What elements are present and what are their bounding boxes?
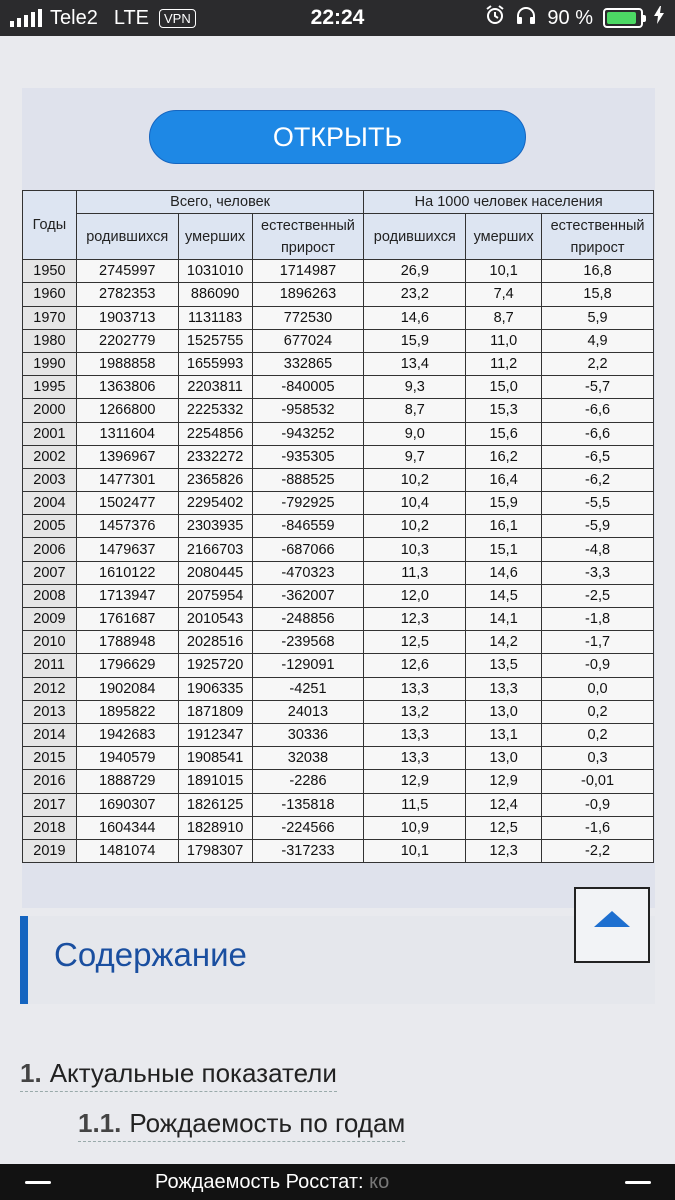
table-cell: 16,8 bbox=[542, 260, 654, 283]
table-row bbox=[23, 677, 654, 700]
table-cell: 10,3 bbox=[364, 538, 466, 561]
toc-item-label: Рождаемость по годам bbox=[129, 1108, 406, 1138]
table-row bbox=[23, 584, 654, 607]
table-cell: 1610122 bbox=[76, 561, 178, 584]
table-cell: 1798307 bbox=[178, 839, 252, 862]
table-cell: -135818 bbox=[252, 793, 364, 816]
table-cell: 2295402 bbox=[178, 492, 252, 515]
table-row bbox=[23, 399, 654, 422]
table-cell: 1502477 bbox=[76, 492, 178, 515]
table-cell: 2,2 bbox=[542, 352, 654, 375]
table-cell: -5,7 bbox=[542, 376, 654, 399]
table-cell: 1940579 bbox=[76, 747, 178, 770]
headphones-icon bbox=[515, 5, 537, 31]
table-cell: 886090 bbox=[178, 283, 252, 306]
year-cell: 2019 bbox=[23, 839, 77, 862]
table-cell: 772530 bbox=[252, 306, 364, 329]
table-row bbox=[23, 376, 654, 399]
table-cell: -5,9 bbox=[542, 515, 654, 538]
table-cell: 14,6 bbox=[466, 561, 542, 584]
table-cell: 2365826 bbox=[178, 468, 252, 491]
table-cell: 15,9 bbox=[466, 492, 542, 515]
signal-strength-icon bbox=[10, 9, 42, 27]
table-cell: 15,9 bbox=[364, 329, 466, 352]
table-cell: 12,9 bbox=[466, 770, 542, 793]
table-cell: 12,4 bbox=[466, 793, 542, 816]
table-cell: 0,2 bbox=[542, 700, 654, 723]
year-cell: 1950 bbox=[23, 260, 77, 283]
table-cell: 1895822 bbox=[76, 700, 178, 723]
year-cell: 2004 bbox=[23, 492, 77, 515]
table-cell: -129091 bbox=[252, 654, 364, 677]
table-cell: 8,7 bbox=[466, 306, 542, 329]
table-cell: 4,9 bbox=[542, 329, 654, 352]
open-button[interactable]: ОТКРЫТЬ bbox=[149, 110, 526, 164]
table-cell: -6,6 bbox=[542, 399, 654, 422]
table-row bbox=[23, 561, 654, 584]
table-cell: 677024 bbox=[252, 329, 364, 352]
table-cell: 12,9 bbox=[364, 770, 466, 793]
table-cell: 13,5 bbox=[466, 654, 542, 677]
table-cell: 9,0 bbox=[364, 422, 466, 445]
table-cell: 1457376 bbox=[76, 515, 178, 538]
table-cell: 14,5 bbox=[466, 584, 542, 607]
table-cell: -2,2 bbox=[542, 839, 654, 862]
network-type: LTE bbox=[113, 6, 150, 29]
table-cell: 1888729 bbox=[76, 770, 178, 793]
table-cell: 32038 bbox=[252, 747, 364, 770]
table-cell: 13,4 bbox=[364, 352, 466, 375]
table-cell: -2286 bbox=[252, 770, 364, 793]
table-cell: 13,0 bbox=[466, 747, 542, 770]
table-row bbox=[23, 608, 654, 631]
table-cell: 15,3 bbox=[466, 399, 542, 422]
table-cell: 0,3 bbox=[542, 747, 654, 770]
year-cell: 2002 bbox=[23, 445, 77, 468]
toc-item-number: 1. bbox=[20, 1058, 42, 1088]
bottom-bar bbox=[0, 1164, 675, 1200]
table-cell: 14,6 bbox=[364, 306, 466, 329]
table-cell: 1871809 bbox=[178, 700, 252, 723]
table-cell: 13,3 bbox=[466, 677, 542, 700]
table-cell: 15,8 bbox=[542, 283, 654, 306]
table-cell: -792925 bbox=[252, 492, 364, 515]
table-cell: 15,6 bbox=[466, 422, 542, 445]
table-cell: 10,2 bbox=[364, 468, 466, 491]
table-cell: -1,7 bbox=[542, 631, 654, 654]
table-cell: 9,3 bbox=[364, 376, 466, 399]
status-bar bbox=[0, 0, 675, 36]
table-cell: 13,3 bbox=[364, 677, 466, 700]
table-cell: -0,01 bbox=[542, 770, 654, 793]
table-cell: -4,8 bbox=[542, 538, 654, 561]
table-cell: 1713947 bbox=[76, 584, 178, 607]
table-cell: 332865 bbox=[252, 352, 364, 375]
table-cell: 0,0 bbox=[542, 677, 654, 700]
year-cell: 2017 bbox=[23, 793, 77, 816]
header-growth: естественный прирост bbox=[252, 214, 364, 260]
table-cell: 5,9 bbox=[542, 306, 654, 329]
table-cell: 1031010 bbox=[178, 260, 252, 283]
table-cell: 1481074 bbox=[76, 839, 178, 862]
page-title-bar[interactable] bbox=[155, 1171, 389, 1194]
table-cell: -687066 bbox=[252, 538, 364, 561]
page-title-faded: ко bbox=[369, 1171, 390, 1193]
table-row bbox=[23, 839, 654, 862]
table-row bbox=[23, 422, 654, 445]
table-cell: 1828910 bbox=[178, 816, 252, 839]
table-row bbox=[23, 538, 654, 561]
table-cell: 9,7 bbox=[364, 445, 466, 468]
alarm-icon bbox=[485, 5, 505, 31]
charging-icon bbox=[653, 5, 665, 31]
table-cell: 8,7 bbox=[364, 399, 466, 422]
toc-accent-bar bbox=[20, 916, 28, 1004]
table-cell: 10,9 bbox=[364, 816, 466, 839]
header-group-per1000: На 1000 человек населения bbox=[364, 191, 654, 214]
header-years: Годы bbox=[23, 191, 77, 260]
table-cell: -362007 bbox=[252, 584, 364, 607]
table-cell: 24013 bbox=[252, 700, 364, 723]
table-cell: 30336 bbox=[252, 723, 364, 746]
table-cell: 16,1 bbox=[466, 515, 542, 538]
table-row bbox=[23, 445, 654, 468]
table-cell: 1131183 bbox=[178, 306, 252, 329]
battery-icon bbox=[603, 8, 643, 28]
table-cell: 1891015 bbox=[178, 770, 252, 793]
year-cell: 2008 bbox=[23, 584, 77, 607]
year-cell: 2018 bbox=[23, 816, 77, 839]
table-row bbox=[23, 352, 654, 375]
table-cell: 1761687 bbox=[76, 608, 178, 631]
header-dead-per1000: умерших bbox=[466, 214, 542, 260]
year-cell: 2013 bbox=[23, 700, 77, 723]
table-cell: 26,9 bbox=[364, 260, 466, 283]
table-row bbox=[23, 654, 654, 677]
table-cell: -958532 bbox=[252, 399, 364, 422]
page-title-text: Рождаемость Росстат: bbox=[155, 1171, 370, 1193]
year-cell: 2005 bbox=[23, 515, 77, 538]
table-row bbox=[23, 468, 654, 491]
table-cell: 14,2 bbox=[466, 631, 542, 654]
table-cell: -224566 bbox=[252, 816, 364, 839]
table-cell: 13,0 bbox=[466, 700, 542, 723]
table-cell: -935305 bbox=[252, 445, 364, 468]
table-cell: 2745997 bbox=[76, 260, 178, 283]
year-cell: 2014 bbox=[23, 723, 77, 746]
table-cell: -888525 bbox=[252, 468, 364, 491]
table-cell: 10,4 bbox=[364, 492, 466, 515]
table-cell: -239568 bbox=[252, 631, 364, 654]
table-cell: 1396967 bbox=[76, 445, 178, 468]
year-cell: 2003 bbox=[23, 468, 77, 491]
table-cell: 1826125 bbox=[178, 793, 252, 816]
header-born-per1000: родившихся bbox=[364, 214, 466, 260]
table-row bbox=[23, 723, 654, 746]
table-cell: 11,2 bbox=[466, 352, 542, 375]
table-cell: 16,2 bbox=[466, 445, 542, 468]
table-row bbox=[23, 631, 654, 654]
table-cell: 2225332 bbox=[178, 399, 252, 422]
table-row bbox=[23, 747, 654, 770]
header-growth-per1000: естественный прирост bbox=[542, 214, 654, 260]
table-cell: 2303935 bbox=[178, 515, 252, 538]
table-cell: 16,4 bbox=[466, 468, 542, 491]
back-handle-icon[interactable] bbox=[25, 1181, 51, 1184]
table-cell: -0,9 bbox=[542, 654, 654, 677]
battery-level bbox=[607, 12, 636, 24]
table-cell: -840005 bbox=[252, 376, 364, 399]
table-cell: -3,3 bbox=[542, 561, 654, 584]
table-cell: 11,3 bbox=[364, 561, 466, 584]
vpn-badge: VPN bbox=[159, 9, 196, 28]
web-page bbox=[0, 36, 675, 1164]
table-cell: 23,2 bbox=[364, 283, 466, 306]
table-row bbox=[23, 306, 654, 329]
scroll-to-top-button[interactable] bbox=[574, 887, 650, 963]
table-cell: 1942683 bbox=[76, 723, 178, 746]
year-cell: 1990 bbox=[23, 352, 77, 375]
year-cell: 1960 bbox=[23, 283, 77, 306]
table-cell: 11,5 bbox=[364, 793, 466, 816]
table-row bbox=[23, 283, 654, 306]
table-cell: 2254856 bbox=[178, 422, 252, 445]
table-cell: 2028516 bbox=[178, 631, 252, 654]
toc-title: Содержание bbox=[54, 936, 247, 973]
table-cell: 14,1 bbox=[466, 608, 542, 631]
table-cell: 1896263 bbox=[252, 283, 364, 306]
header-born: родившихся bbox=[76, 214, 178, 260]
table-cell: 7,4 bbox=[466, 283, 542, 306]
table-cell: -2,5 bbox=[542, 584, 654, 607]
table-cell: -6,2 bbox=[542, 468, 654, 491]
table-row bbox=[23, 260, 654, 283]
year-cell: 2016 bbox=[23, 770, 77, 793]
table-cell: 2203811 bbox=[178, 376, 252, 399]
table-cell: 2010543 bbox=[178, 608, 252, 631]
table-cell: 1912347 bbox=[178, 723, 252, 746]
table-cell: 10,2 bbox=[364, 515, 466, 538]
table-row bbox=[23, 770, 654, 793]
table-cell: 1906335 bbox=[178, 677, 252, 700]
table-cell: 13,3 bbox=[364, 723, 466, 746]
toc-item-number: 1.1. bbox=[78, 1108, 122, 1138]
table-cell: 12,6 bbox=[364, 654, 466, 677]
table-cell: -0,9 bbox=[542, 793, 654, 816]
table-cell: 1525755 bbox=[178, 329, 252, 352]
table-cell: 1788948 bbox=[76, 631, 178, 654]
table-cell: 1479637 bbox=[76, 538, 178, 561]
table-cell: 2782353 bbox=[76, 283, 178, 306]
table-cell: 1604344 bbox=[76, 816, 178, 839]
table-cell: 1908541 bbox=[178, 747, 252, 770]
table-cell: 13,2 bbox=[364, 700, 466, 723]
table-cell: 1690307 bbox=[76, 793, 178, 816]
table-cell: 10,1 bbox=[466, 260, 542, 283]
table-cell: -470323 bbox=[252, 561, 364, 584]
year-cell: 2015 bbox=[23, 747, 77, 770]
table-cell: -846559 bbox=[252, 515, 364, 538]
table-cell: 15,0 bbox=[466, 376, 542, 399]
birth-statistics-table bbox=[22, 190, 654, 863]
table-cell: 12,3 bbox=[466, 839, 542, 862]
table-cell: 1796629 bbox=[76, 654, 178, 677]
table-cell: 2202779 bbox=[76, 329, 178, 352]
table-cell: 12,0 bbox=[364, 584, 466, 607]
table-cell: 13,3 bbox=[364, 747, 466, 770]
table-cell: 10,1 bbox=[364, 839, 466, 862]
table-cell: 2075954 bbox=[178, 584, 252, 607]
table-cell: -317233 bbox=[252, 839, 364, 862]
battery-percent: 90 % bbox=[547, 6, 593, 29]
table-cell: -6,6 bbox=[542, 422, 654, 445]
table-cell: 1902084 bbox=[76, 677, 178, 700]
table-cell: 1477301 bbox=[76, 468, 178, 491]
year-cell: 2009 bbox=[23, 608, 77, 631]
table-cell: -943252 bbox=[252, 422, 364, 445]
year-cell: 2012 bbox=[23, 677, 77, 700]
table-row bbox=[23, 816, 654, 839]
toc-item-birthrate-by-years[interactable] bbox=[78, 1108, 405, 1142]
arrow-up-icon bbox=[594, 911, 630, 941]
menu-handle-icon[interactable] bbox=[625, 1181, 651, 1184]
table-cell: 1988858 bbox=[76, 352, 178, 375]
toc-item-current-indicators[interactable] bbox=[20, 1058, 337, 1092]
table-row bbox=[23, 492, 654, 515]
year-cell: 2000 bbox=[23, 399, 77, 422]
table-cell: -6,5 bbox=[542, 445, 654, 468]
year-cell: 1970 bbox=[23, 306, 77, 329]
table-cell: 1925720 bbox=[178, 654, 252, 677]
table-cell: 1655993 bbox=[178, 352, 252, 375]
carrier-name: Tele2 bbox=[50, 6, 98, 29]
table-cell: -1,6 bbox=[542, 816, 654, 839]
table-cell: 1903713 bbox=[76, 306, 178, 329]
header-group-total: Всего, человек bbox=[76, 191, 364, 214]
table-cell: 2166703 bbox=[178, 538, 252, 561]
year-cell: 2006 bbox=[23, 538, 77, 561]
year-cell: 2010 bbox=[23, 631, 77, 654]
table-cell: 2080445 bbox=[178, 561, 252, 584]
table-cell: 2332272 bbox=[178, 445, 252, 468]
year-cell: 2007 bbox=[23, 561, 77, 584]
table-row bbox=[23, 329, 654, 352]
year-cell: 2011 bbox=[23, 654, 77, 677]
table-row bbox=[23, 515, 654, 538]
table-cell: -4251 bbox=[252, 677, 364, 700]
table-cell: 13,1 bbox=[466, 723, 542, 746]
table-cell: -1,8 bbox=[542, 608, 654, 631]
status-time: 22:24 bbox=[310, 6, 365, 29]
table-cell: 12,3 bbox=[364, 608, 466, 631]
table-cell: 12,5 bbox=[466, 816, 542, 839]
table-cell: 11,0 bbox=[466, 329, 542, 352]
header-dead: умерших bbox=[178, 214, 252, 260]
table-cell: 12,5 bbox=[364, 631, 466, 654]
table-cell: 1714987 bbox=[252, 260, 364, 283]
table-cell: 1266800 bbox=[76, 399, 178, 422]
table-cell: 15,1 bbox=[466, 538, 542, 561]
table-cell: -248856 bbox=[252, 608, 364, 631]
table-cell: 1311604 bbox=[76, 422, 178, 445]
year-cell: 2001 bbox=[23, 422, 77, 445]
table-cell: 0,2 bbox=[542, 723, 654, 746]
year-cell: 1995 bbox=[23, 376, 77, 399]
toc-item-label: Актуальные показатели bbox=[49, 1058, 337, 1088]
table-row bbox=[23, 700, 654, 723]
year-cell: 1980 bbox=[23, 329, 77, 352]
table-row bbox=[23, 793, 654, 816]
table-cell: -5,5 bbox=[542, 492, 654, 515]
table-cell: 1363806 bbox=[76, 376, 178, 399]
